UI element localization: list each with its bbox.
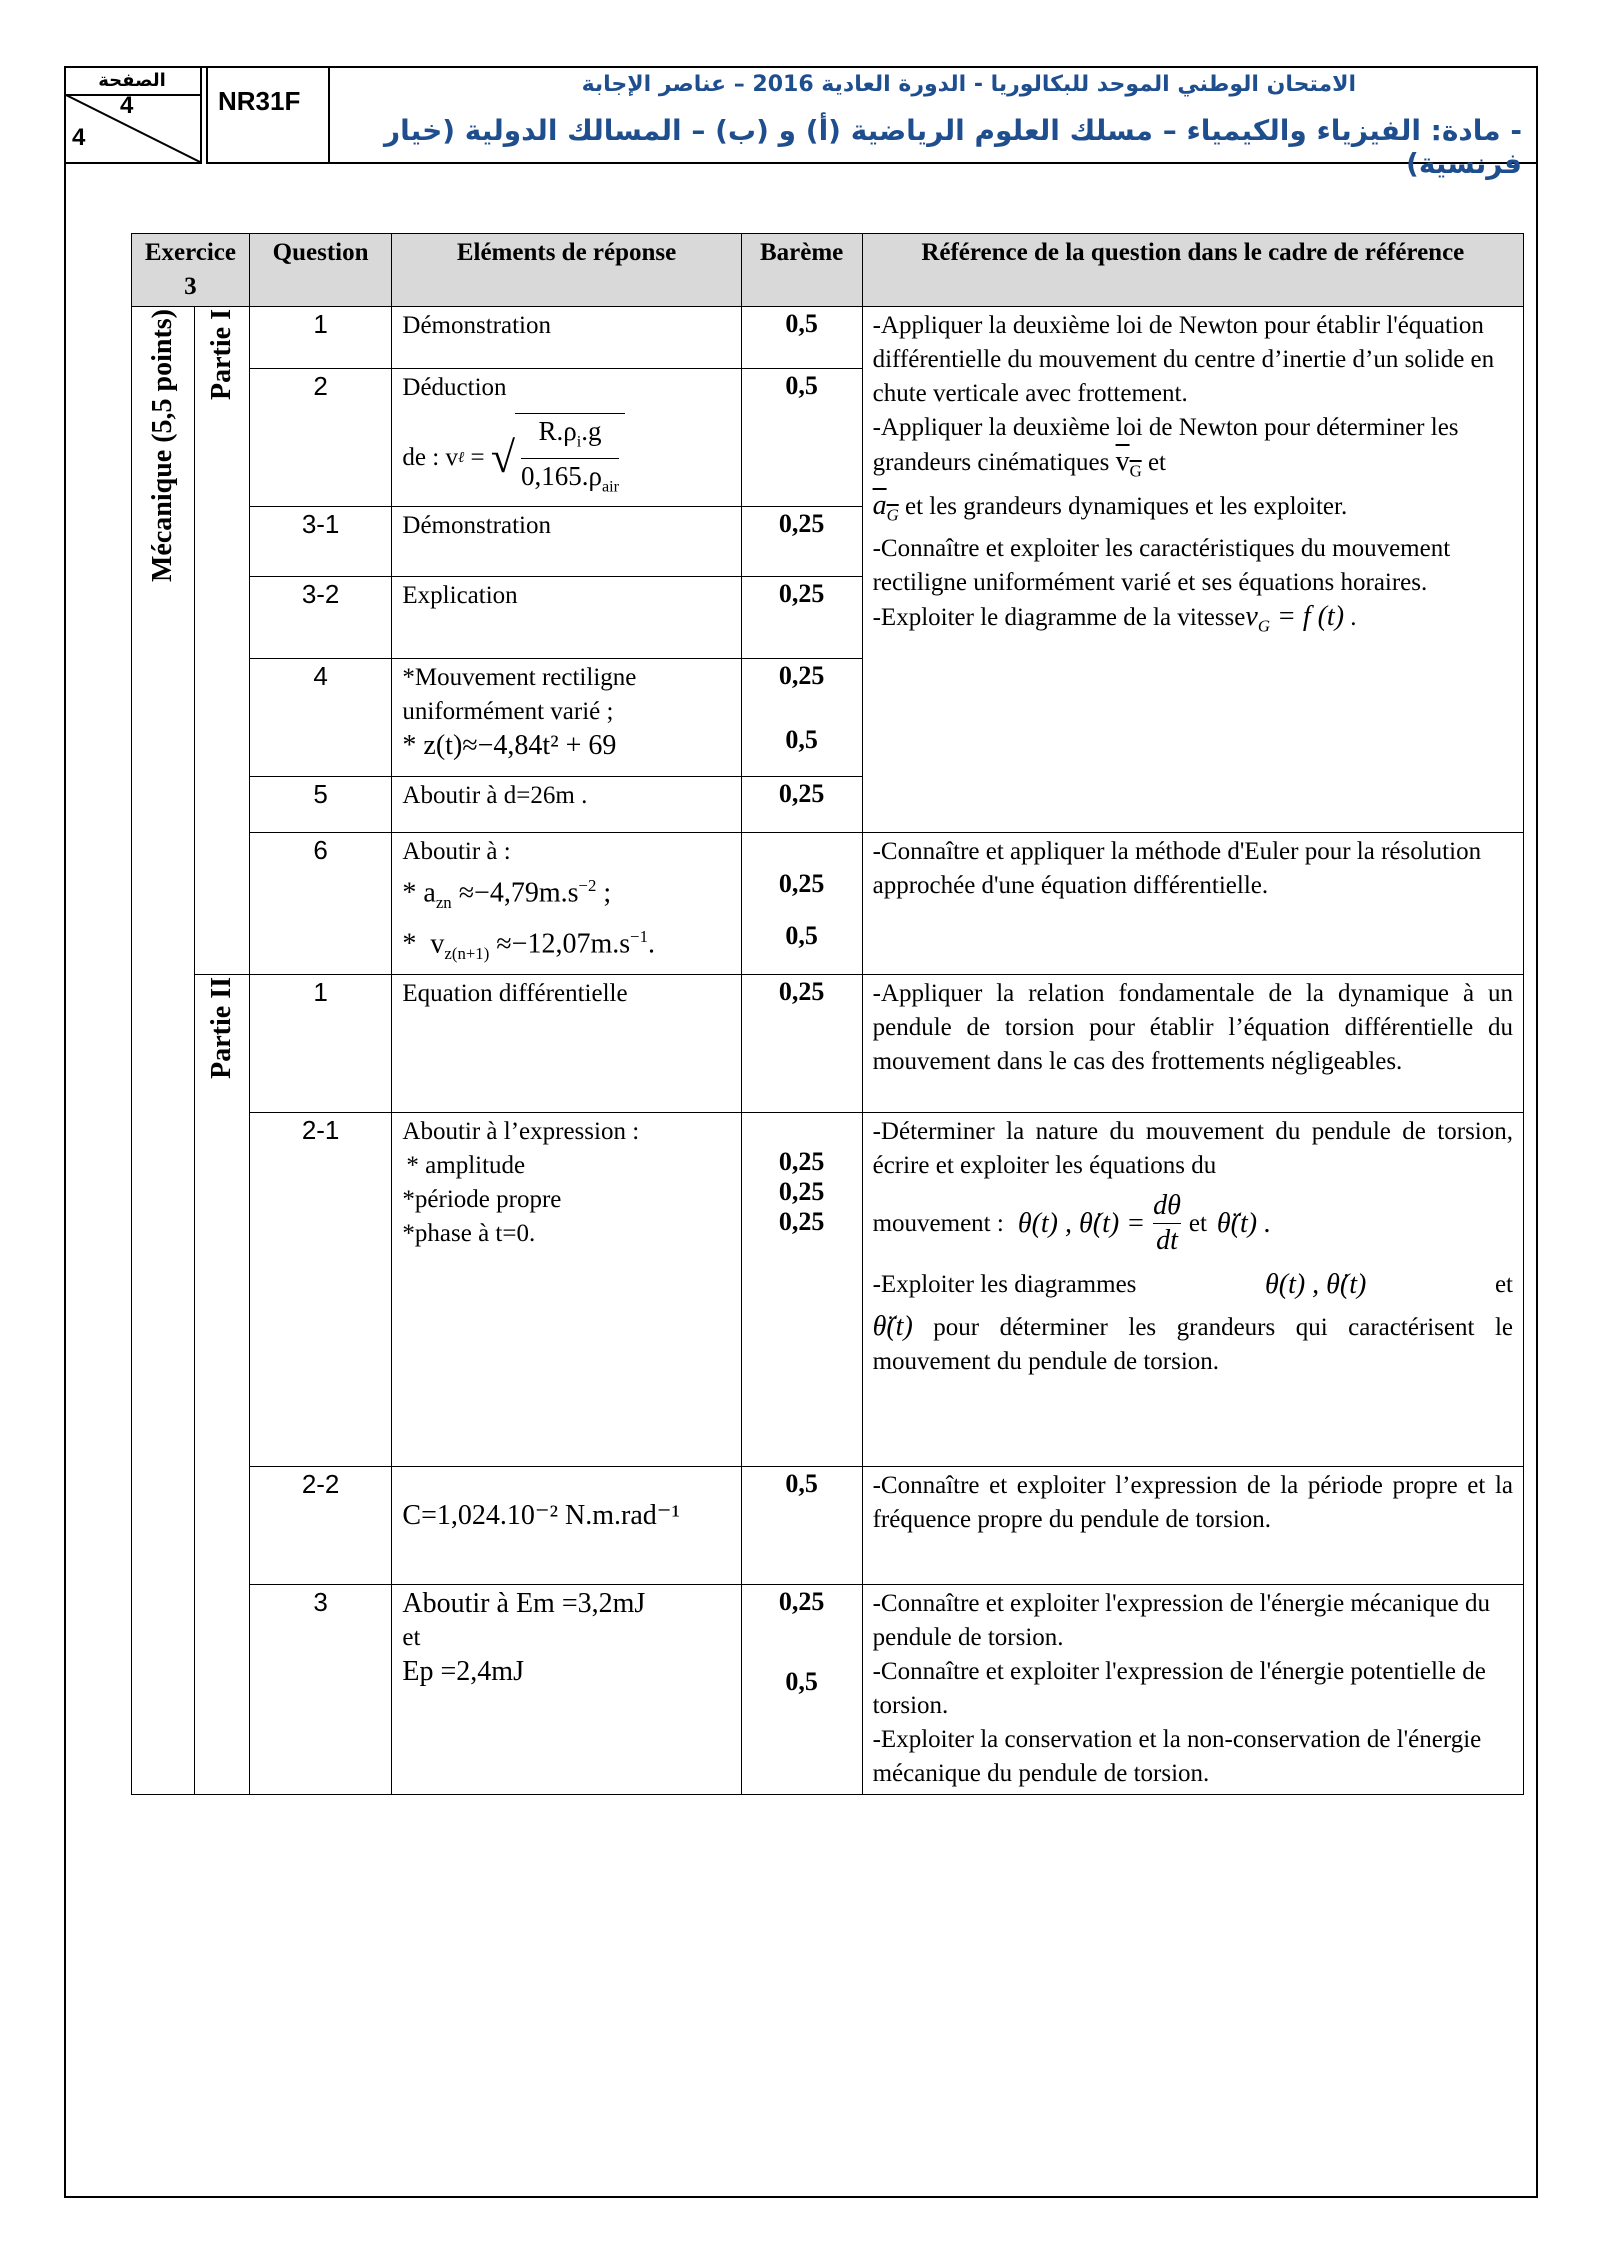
header-bareme: Barème [741, 234, 862, 307]
answer-text: Déduction [402, 374, 507, 401]
page-label: الصفحة [64, 68, 200, 96]
derivative-fraction [1153, 1189, 1181, 1258]
answer-formula: * $v_{z(n+1)} \approx-12,07m.s^{-1}$. [402, 926, 655, 963]
answer-text: et [402, 1624, 421, 1651]
question-number: 3-1 [249, 507, 392, 577]
reference-text-kinematic [873, 411, 1513, 489]
reference-text: -Connaître et exploiter l'expression de l'énergie mécanique du pendule de torsion. [872, 1590, 1490, 1651]
partie-2-label: Partie II [205, 977, 237, 1079]
theta-equations: θ(t) , θ̇(t) = [1017, 1207, 1146, 1239]
reference-text: -Appliquer la deuxième loi de Newton pour déterminer les grandeurs cinématiques [872, 414, 1459, 476]
score: 0,25 [741, 577, 862, 659]
score: 0,25 [778, 1147, 825, 1176]
answer-element: Aboutir à d=26m . [392, 777, 741, 833]
section-label: Mécanique (5,5 points) [147, 309, 179, 582]
score-cell [741, 833, 862, 975]
score: 0,5 [785, 725, 818, 754]
answer-formula: Ep =2,4mJ [402, 1656, 524, 1687]
score: 0,25 [741, 975, 862, 1113]
ag-vector: $a_G$ [872, 489, 899, 525]
numerator: $R.\rho_i.g$ [521, 414, 619, 459]
reference-text: pour déterminer les grandeurs qui caractérisent le mouvement du pendule de torsion. [872, 1314, 1513, 1375]
diagrams-continuation [873, 1310, 1513, 1379]
question-number: 5 [249, 777, 392, 833]
reference-text: et les grandeurs dynamiques et les exploiter. [904, 492, 1348, 520]
header-reference: Référence de la question dans le cadre de référence [862, 234, 1523, 307]
fraction [515, 413, 625, 504]
question-number: 2-2 [249, 1467, 392, 1585]
partie-1-cell [195, 307, 250, 975]
answer-element [392, 1113, 741, 1467]
score: 0,5 [785, 1667, 818, 1696]
table-row [132, 975, 1524, 1113]
page-number-box [64, 66, 202, 164]
total-pages: 4 [72, 124, 86, 151]
answer-element: Explication [392, 577, 741, 659]
question-number: 3-2 [249, 577, 392, 659]
vg-vector: $v_G$ [1115, 446, 1142, 481]
header-line-2: - مادة: الفيزياء والكيمياء – مسلك العلوم الرياضية (أ) و (ب) – المسالك الدولية (خيار فرنسية) [384, 114, 1522, 180]
question-number: 4 [249, 659, 392, 777]
answer-text: Aboutir à l’expression : [402, 1118, 640, 1145]
header-question: Question [249, 234, 392, 307]
formula-prefix: de : v [402, 444, 458, 472]
question-number: 2 [249, 369, 392, 507]
score: 0,5 [741, 369, 862, 507]
table-row [132, 1113, 1524, 1467]
partie-2-cell [195, 975, 250, 1795]
answer-text: Aboutir à : [402, 838, 511, 865]
reference-text: -Connaître et exploiter les caractéristiques du mouvement rectiligne uniformément varié et ses équations horaires. [872, 535, 1451, 597]
header-title [330, 66, 1538, 180]
header-exercice: Exercice 3 [132, 234, 250, 307]
reference-cell [862, 1585, 1523, 1795]
score-cell [741, 1585, 862, 1795]
answer-element [392, 1467, 741, 1585]
section-cell [132, 307, 195, 1795]
score: 0,5 [785, 921, 818, 950]
answer-element: Démonstration [392, 507, 741, 577]
reference-cell: -Appliquer la relation fondamentale de la dynamique à un pendule de torsion pour établir l’équation différentielle du mouvement dans le cas des frottements négligeables. [862, 975, 1523, 1113]
table-row [132, 307, 1524, 369]
partie-1-label: Partie I [205, 309, 237, 400]
reference-text: et [1188, 1209, 1207, 1237]
table-header-row [132, 234, 1524, 307]
reference-text: et [1494, 1271, 1513, 1298]
reference-text: et [1147, 449, 1166, 476]
score: 0,25 [778, 1587, 825, 1616]
reference-cell [862, 307, 1523, 833]
header-elements: Eléments de réponse [392, 234, 741, 307]
answer-element: Démonstration [392, 307, 741, 369]
reference-text: -Exploiter la conservation et la non-conservation de l'énergie mécanique du pendule de torsion. [872, 1726, 1482, 1787]
answer-text: *période propre [402, 1186, 562, 1213]
answer-text: *Mouvement rectiligne uniformément varié ; [402, 664, 637, 725]
question-number: 3 [249, 1585, 392, 1795]
table-row [132, 833, 1524, 975]
score: 0,5 [741, 1467, 862, 1585]
answer-text: *phase à t=0. [402, 1220, 536, 1247]
answer-element [392, 659, 741, 777]
reference-text: -Exploiter les diagrammes [872, 1271, 1137, 1298]
reference-text: -Exploiter le diagramme de la vitesse [872, 604, 1246, 632]
answer-text: * amplitude [406, 1152, 526, 1179]
score: 0,25 [741, 777, 862, 833]
answer-formula: C=1,024.10⁻² N.m.rad⁻¹ [402, 1500, 680, 1531]
question-number: 1 [249, 307, 392, 369]
theta-second-derivative: θ̈(t) . [1216, 1207, 1272, 1239]
score-cell [741, 1113, 862, 1467]
exam-code: NR31F [206, 66, 330, 164]
answer-table [131, 233, 1524, 1795]
theta-functions: θ(t) , θ̇(t) [1264, 1269, 1367, 1300]
page-number: 4 [120, 92, 134, 119]
reference-cell: -Connaître et appliquer la méthode d'Euler pour la résolution approchée d'une équation différentielle. [862, 833, 1523, 975]
answer-formula: Aboutir à Em =3,2mJ [402, 1588, 646, 1619]
table-row [132, 1585, 1524, 1795]
score: 0,25 [778, 1177, 825, 1206]
score: 0,5 [741, 307, 862, 369]
motion-equations [873, 1189, 1513, 1258]
denominator: $0,165.\rho_{air}$ [520, 461, 620, 496]
question-number: 1 [249, 975, 392, 1113]
score: 0,25 [778, 869, 825, 898]
score: 0,25 [741, 507, 862, 577]
reference-text: -Connaître et exploiter l'expression de l'énergie potentielle de torsion. [872, 1658, 1486, 1719]
velocity-formula: de : v ℓ = √ $R.\rho_i.g$ $0,165.\rho_{air}$ [402, 413, 730, 504]
header-line-1: الامتحان الوطني الموحد للبكالوريا - الدورة العادية 2016 – عناصر الإجابة [581, 72, 1356, 97]
answer-formula: * z(t)≈−4,84t² + 69 [402, 730, 617, 761]
answer-element [392, 1585, 741, 1795]
reference-text-dynamic [873, 489, 1513, 533]
sqrt-icon: √ [490, 433, 515, 483]
answer-element: Equation différentielle [392, 975, 741, 1113]
vg-formula: $v_G = f$ (t) [1245, 601, 1345, 636]
answer-element [392, 833, 741, 975]
reference-text-diagram: -Exploiter le diagramme de la vitessev$_G$ = f (t) . [872, 601, 1357, 636]
denominator: dt [1156, 1225, 1178, 1256]
score: 0,25 [778, 1207, 825, 1236]
theta-second-derivative: θ̈(t) [872, 1311, 913, 1342]
reference-text: -Déterminer la nature du mouvement du pendule de torsion, écrire et exploiter les équations du [872, 1118, 1513, 1179]
diagrams-line [873, 1268, 1513, 1302]
answer-formula: * $a_{zn} \approx-4,79m.s^{-2}$ ; [402, 876, 612, 912]
score: 0,25 [778, 661, 825, 690]
table-row [132, 1467, 1524, 1585]
score-cell [741, 659, 862, 777]
reference-text: -Appliquer la deuxième loi de Newton pour établir l'équation différentielle du mouvement du centre d’inertie d’un solide en chute verticale avec frottement. [872, 312, 1495, 407]
reference-cell: -Connaître et exploiter l’expression de la période propre et la fréquence propre du pendule de torsion. [862, 1467, 1523, 1585]
answer-element [392, 369, 741, 507]
reference-cell [862, 1113, 1523, 1467]
numerator: dθ [1153, 1189, 1181, 1224]
question-number: 6 [249, 833, 392, 975]
question-number: 2-1 [249, 1113, 392, 1467]
reference-text: mouvement : [872, 1209, 1004, 1237]
